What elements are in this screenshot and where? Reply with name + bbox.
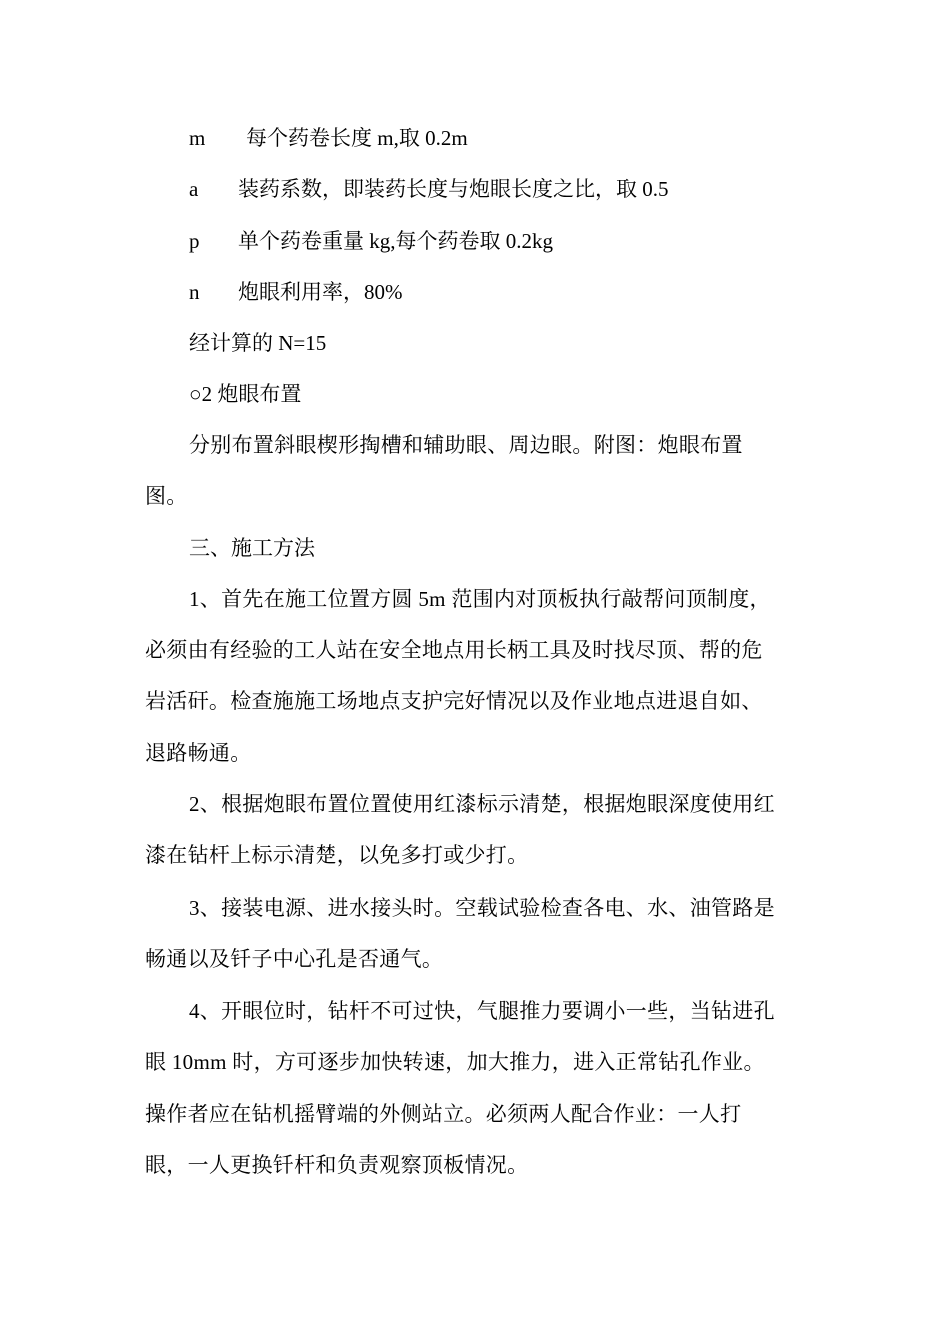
- paragraph-line: 分别布置斜眼楔形掏槽和辅助眼、周边眼。附图：炮眼布置: [189, 433, 743, 457]
- calculation-result: 经计算的 N=15: [189, 331, 327, 355]
- paragraph-line: 必须由有经验的工人站在安全地点用长柄工具及时找尽顶、帮的危: [145, 638, 763, 662]
- paragraph-line: 3、接装电源、进水接头时。空载试验检查各电、水、油管路是: [189, 896, 775, 920]
- variable-symbol: a: [189, 177, 199, 201]
- variable-symbol: m: [189, 126, 206, 150]
- paragraph-line: 畅通以及钎子中心孔是否通气。: [145, 947, 444, 971]
- variable-description: 炮眼利用率，80%: [238, 280, 403, 304]
- paragraph-line: 眼，一人更换钎杆和负责观察顶板情况。: [145, 1153, 529, 1177]
- paragraph-line: 操作者应在钻机摇臂端的外侧站立。必须两人配合作业：一人打: [145, 1102, 742, 1126]
- variable-description: 装药系数，即装药长度与炮眼长度之比，取 0.5: [238, 177, 669, 201]
- paragraph-line: 眼 10mm 时，方可逐步加快转速，加大推力，进入正常钻孔作业。: [145, 1050, 765, 1074]
- paragraph-line: 退路畅通。: [145, 741, 252, 765]
- paragraph-line: 岩活矸。检查施施工场地点支护完好情况以及作业地点进退自如、: [145, 689, 763, 713]
- variable-description: 单个药卷重量 kg,每个药卷取 0.2kg: [238, 229, 553, 253]
- variable-symbol: p: [189, 229, 200, 253]
- variable-description: 每个药卷长度 m,取 0.2m: [246, 126, 468, 150]
- paragraph-line: 1、首先在施工位置方圆 5m 范围内对顶板执行敲帮问顶制度，: [189, 587, 771, 611]
- subheading: ○2 炮眼布置: [189, 382, 302, 406]
- paragraph-line: 4、开眼位时，钻杆不可过快，气腿推力要调小一些，当钻进孔: [189, 999, 775, 1023]
- paragraph-line: 图。: [145, 484, 188, 508]
- paragraph-line: 2、根据炮眼布置位置使用红漆标示清楚，根据炮眼深度使用红: [189, 792, 775, 816]
- section-heading: 三、施工方法: [189, 536, 315, 560]
- paragraph-line: 漆在钻杆上标示清楚，以免多打或少打。: [145, 843, 529, 867]
- variable-symbol: n: [189, 280, 200, 304]
